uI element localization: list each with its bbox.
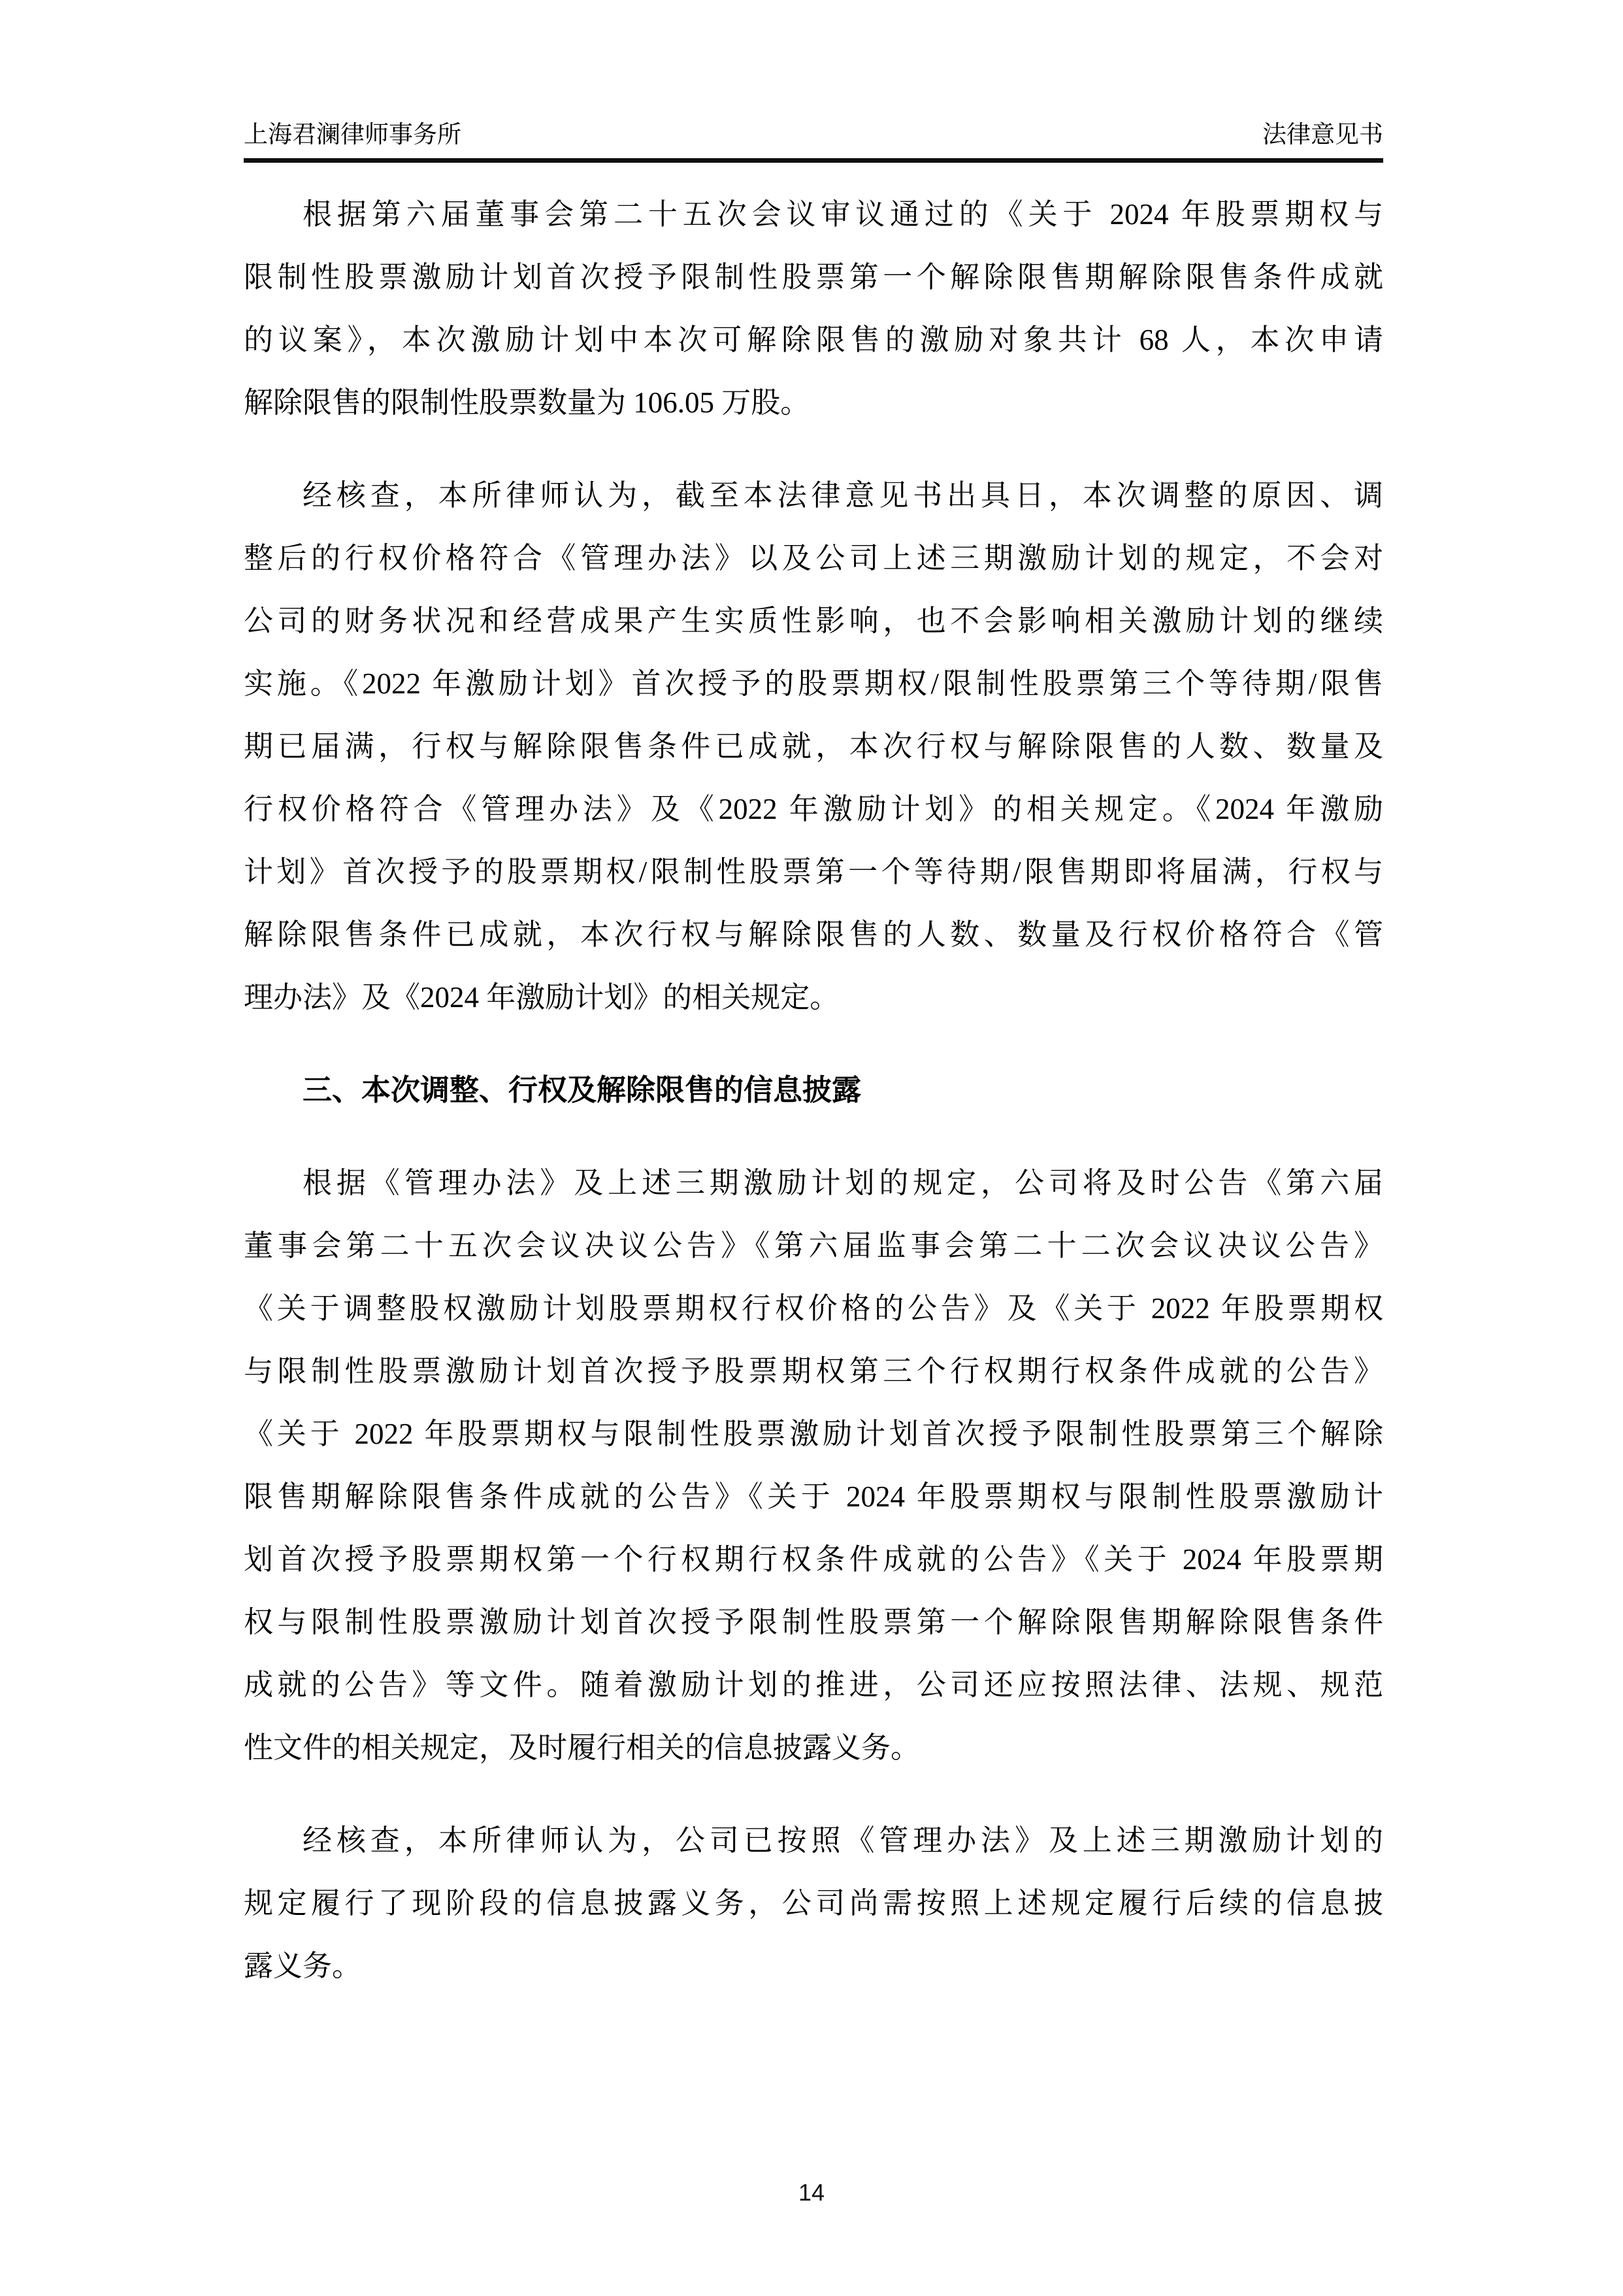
page-number: 14 bbox=[798, 2179, 825, 2206]
text-line: 实施。《2022 年激励计划》首次授予的股票期权/限制性股票第三个等待期/限售 bbox=[244, 667, 1383, 700]
section-heading bbox=[244, 1059, 1383, 1122]
paragraph bbox=[244, 464, 1383, 1029]
text-line: 《关于 2022 年股票期权与限制性股票激励计划首次授予限制性股票第三个解除 bbox=[244, 1418, 1383, 1450]
header-firm-name: 上海君澜律师事务所 bbox=[244, 122, 461, 148]
paragraph bbox=[244, 1809, 1383, 1997]
text-line: 经核查，本所律师认为，公司已按照《管理办法》及上述三期激励计划的 bbox=[303, 1824, 1383, 1857]
text-line: 规定履行了现阶段的信息披露义务，公司尚需按照上述规定履行后续的信息披 bbox=[244, 1887, 1383, 1920]
text-line: 的议案》，本次激励计划中本次可解除限售的激励对象共计 68 人，本次申请 bbox=[244, 324, 1383, 356]
text-line: 与限制性股票激励计划首次授予股票期权第三个行权期行权条件成就的公告》 bbox=[244, 1355, 1383, 1388]
text-line: 根据第六届董事会第二十五次会议审议通过的《关于 2024 年股票期权与 bbox=[303, 198, 1383, 231]
text-line: 解除限售的限制性股票数量为 106.05 万股。 bbox=[244, 386, 810, 419]
text-line: 行权价格符合《管理办法》及《2022 年激励计划》的相关规定。《2024 年激励 bbox=[244, 793, 1383, 825]
text-line: 露义务。 bbox=[244, 1950, 362, 1982]
text-line: 成就的公告》等文件。随着激励计划的推进，公司还应按照法律、法规、规范 bbox=[244, 1669, 1383, 1701]
text-line: 经核查，本所律师认为，截至本法律意见书出具日，本次调整的原因、调 bbox=[303, 479, 1383, 512]
paragraph bbox=[244, 1152, 1383, 1779]
text-line: 公司的财务状况和经营成果产生实质性影响，也不会影响相关激励计划的继续 bbox=[244, 605, 1383, 637]
text-line: 划首次授予股票期权第一个行权期行权条件成就的公告》《关于 2024 年股票期 bbox=[244, 1543, 1383, 1576]
paragraph bbox=[244, 183, 1383, 434]
text-line: 限售期解除限售条件成就的公告》《关于 2024 年股票期权与限制性股票激励计 bbox=[244, 1480, 1383, 1513]
header-doc-type: 法律意见书 bbox=[1262, 122, 1383, 148]
text-line: 限制性股票激励计划首次授予限制性股票第一个解除限售期解除限售条件成就 bbox=[244, 261, 1383, 293]
text-line: 董事会第二十五次会议决议公告》《第六届监事会第二十二次会议决议公告》 bbox=[244, 1229, 1383, 1262]
text-line: 权与限制性股票激励计划首次授予限制性股票第一个解除限售期解除限售条件 bbox=[244, 1606, 1383, 1639]
document-body bbox=[244, 183, 1383, 1997]
text-line: 理办法》及《2024 年激励计划》的相关规定。 bbox=[244, 981, 840, 1014]
text-line: 三、本次调整、行权及解除限售的信息披露 bbox=[303, 1074, 862, 1106]
text-line: 解除限售条件已成就，本次行权与解除限售的人数、数量及行权价格符合《管 bbox=[244, 918, 1383, 951]
text-line: 期已届满，行权与解除限售条件已成就，本次行权与解除限售的人数、数量及 bbox=[244, 730, 1383, 763]
page-footer bbox=[0, 2179, 1623, 2206]
text-line: 性文件的相关规定，及时履行相关的信息披露义务。 bbox=[244, 1731, 921, 1764]
text-line: 《关于调整股权激励计划股票期权行权价格的公告》及《关于 2022 年股票期权 bbox=[244, 1292, 1383, 1325]
text-line: 根据《管理办法》及上述三期激励计划的规定，公司将及时公告《第六届 bbox=[303, 1167, 1383, 1199]
text-line: 整后的行权价格符合《管理办法》以及公司上述三期激励计划的规定，不会对 bbox=[244, 542, 1383, 574]
page-header bbox=[244, 122, 1383, 163]
text-line: 计划》首次授予的股票期权/限制性股票第一个等待期/限售期即将届满，行权与 bbox=[244, 856, 1383, 888]
